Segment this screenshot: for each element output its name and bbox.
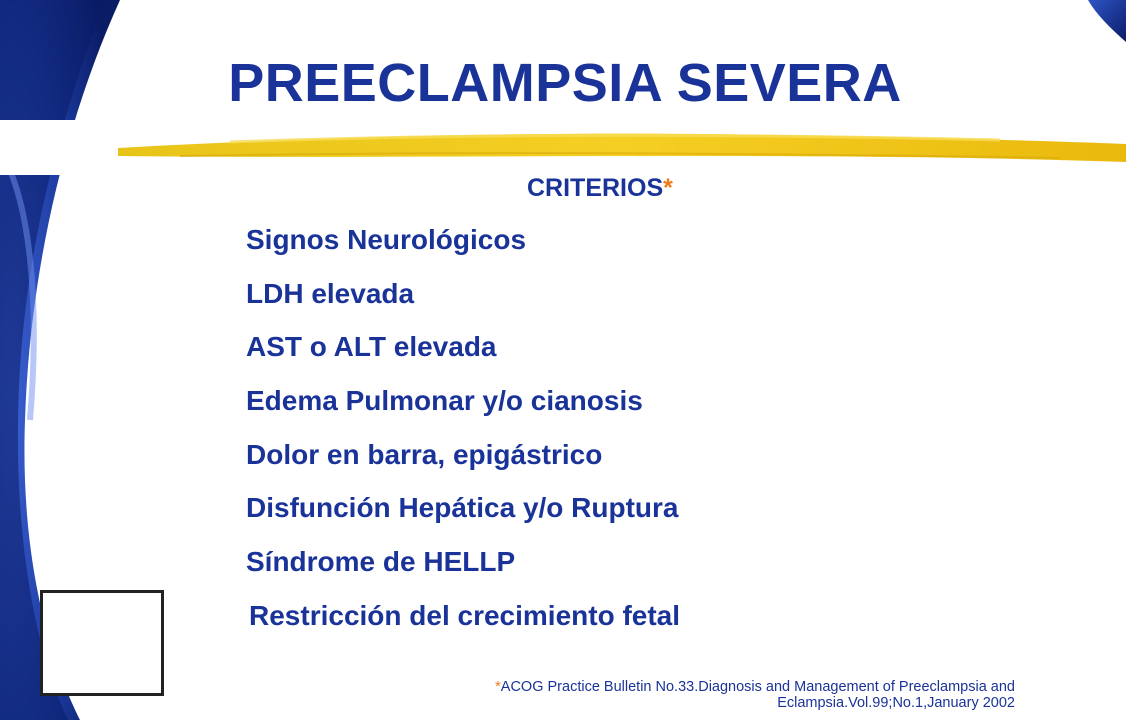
- slide-title: PREECLAMPSIA SEVERA: [228, 53, 902, 113]
- asterisk-marker: *: [663, 174, 673, 202]
- title-highlight-stroke: [118, 134, 1126, 162]
- criteria-list: [246, 218, 680, 648]
- list-item: Síndrome de HELLP: [246, 546, 516, 578]
- criteria-heading: [527, 174, 673, 203]
- footnote-line-2: Eclampsia.Vol.99;No.1,January 2002: [777, 695, 1015, 711]
- list-item: AST o ALT elevada: [246, 331, 497, 363]
- criteria-heading-text: CRITERIOS: [527, 174, 664, 202]
- footnote-text-1: ACOG Practice Bulletin No.33.Diagnosis and Management of Preeclampsia and: [500, 679, 1015, 695]
- empty-box: [40, 590, 164, 696]
- footnote-asterisk: *: [495, 679, 501, 695]
- list-item: Disfunción Hepática y/o Ruptura: [246, 492, 679, 524]
- list-item: Signos Neurológicos: [246, 224, 527, 255]
- list-item: LDH elevada: [246, 277, 415, 309]
- footnote: [495, 679, 1015, 711]
- list-item: Restricción del crecimiento fetal: [249, 599, 681, 631]
- list-item: Dolor en barra, epigástrico: [246, 438, 603, 470]
- top-right-frame-shape: [1088, 0, 1126, 42]
- list-item: Edema Pulmonar y/o cianosis: [246, 385, 643, 417]
- footnote-line-1: [495, 679, 1015, 695]
